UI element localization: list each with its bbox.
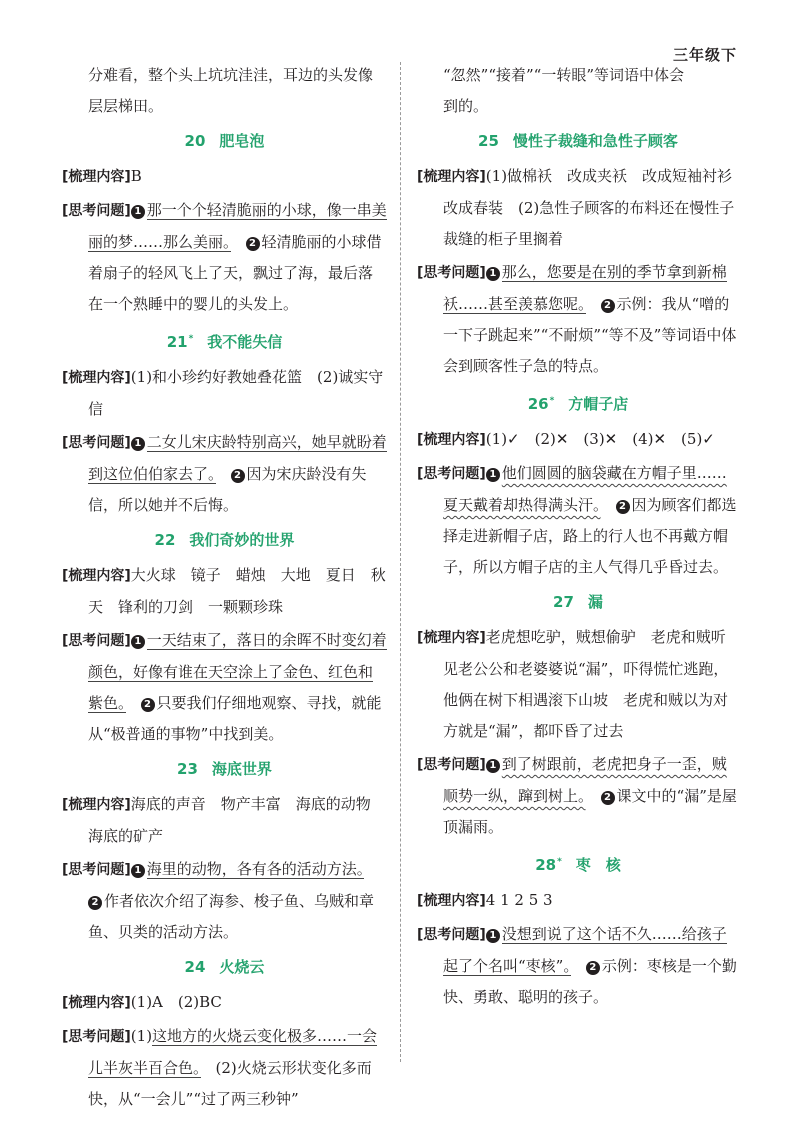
question-tag: [思考问题] (62, 862, 131, 878)
right-column (417, 60, 748, 1015)
intro-line: “忽然”“接着”“一转眼”等词语中体会 (443, 66, 685, 84)
number-1-icon: 1 (131, 437, 145, 451)
section-title-24 (62, 952, 387, 983)
star-mark: * (557, 857, 562, 867)
section-number: 23 (177, 760, 198, 778)
section-number: 22 (154, 531, 176, 549)
content-item (417, 424, 739, 456)
section-title-28 (417, 847, 739, 881)
question-item (62, 1021, 387, 1115)
section-number: 20 (184, 132, 206, 150)
content-tag: [梳理内容] (417, 169, 486, 185)
answer-text-2: 作者依次介绍了海参、梭子鱼、乌贼和章鱼、贝类的活动方法。 (88, 892, 375, 941)
question-tag: [思考问题] (417, 757, 486, 773)
content-item (62, 789, 387, 852)
left-column (62, 60, 387, 1117)
section-title-26 (417, 386, 739, 420)
section-number: 24 (184, 958, 206, 976)
answer-text-1: 他们圆圆的脑袋藏在方帽子里……夏天戴着却热得满头汗。 (443, 464, 727, 514)
content-tag: [梳理内容] (62, 370, 131, 386)
content-text: 大火球 镜子 蜡烛 大地 夏日 秋天 锋利的刀剑 一颗颗珍珠 (88, 566, 386, 616)
answer-text-1: 那么，您要是在别的季节拿到新棉袄……甚至羡慕您呢。 (443, 263, 727, 313)
section-name: 方帽子店 (568, 395, 629, 413)
content-text: (1)做棉袄 改成夹袄 改成短袖衬衫 改成春装 (2)急性子顾客的布料还在慢性子裁缝的柜子里搁着 (443, 167, 748, 248)
star-mark: * (549, 396, 555, 406)
number-1-icon: 1 (486, 759, 500, 773)
answer-text-1: 海里的动物，各有各的活动方法。 (146, 860, 365, 878)
question-item (417, 458, 739, 583)
content-item (62, 560, 387, 623)
content-item (62, 987, 387, 1019)
content-item (417, 161, 748, 255)
content-text: B (130, 167, 142, 185)
answer-text-1: 那一个个轻清脆丽的小球，像一串美丽的梦……那么美丽。 (88, 201, 387, 251)
section-title-23 (62, 754, 387, 785)
answer-text-1: 一天结束了，落日的余晖不时变幻着颜色，好像有谁在天空涂上了金色、红色和紫色。 (88, 631, 387, 712)
content-text: 4 1 2 5 3 (485, 891, 553, 909)
section-name: 慢性子裁缝和急性子顾客 (512, 132, 678, 150)
section-name: 肥皂泡 (219, 132, 265, 150)
intro-line: 分难看，整个头上坑坑洼洼，耳边的头发像 (88, 66, 374, 84)
section-title-20 (62, 126, 387, 157)
question-tag: [思考问题] (417, 466, 486, 482)
question-item (417, 749, 739, 843)
grade-label: 三年级下 (672, 46, 737, 64)
section-title-27 (417, 587, 739, 618)
section-title-21 (62, 324, 387, 358)
number-1-icon: 1 (486, 468, 500, 482)
number-2-icon: 2 (586, 961, 600, 975)
section-number: 27 (553, 593, 574, 611)
content-tag: [梳理内容] (417, 630, 486, 646)
number-1-icon: 1 (486, 929, 500, 943)
question-item (417, 919, 739, 1013)
number-1-icon: 1 (131, 864, 145, 878)
question-item (62, 195, 387, 320)
number-1-icon: 1 (486, 267, 500, 281)
question-tag: [思考问题] (62, 435, 131, 451)
content-text: 海底的声音 物产丰富 海底的动物 海底的矿产 (88, 795, 386, 845)
number-2-icon: 2 (616, 500, 630, 514)
answer-text-2: 示例：枣核是一个勤快、勇敢、聪明的孩子。 (443, 957, 737, 1006)
number-1-icon: 1 (131, 205, 145, 219)
content-item (62, 362, 387, 425)
content-tag: [梳理内容] (62, 995, 131, 1011)
content-item (417, 622, 739, 747)
number-1-icon: 1 (131, 635, 145, 649)
question-tag: [思考问题] (417, 265, 486, 281)
answer-text-1: 这地方的火烧云变化极多……一会儿半灰半百合色。 (88, 1027, 378, 1077)
section-number: 28* (535, 856, 562, 874)
answer-text-2: 示例：我从“噌的一下子跳起来”“不耐烦”“等不及”等词语中体会到顾客性子急的特点。 (443, 295, 737, 375)
section-number: 25 (478, 132, 499, 150)
content-tag: [梳理内容] (62, 169, 131, 185)
section-title-22 (62, 525, 387, 556)
answer-text-2: 课文中的“漏”是屋顶漏雨。 (443, 787, 737, 836)
section-name: 火烧云 (219, 958, 265, 976)
question-tag: [思考问题] (62, 203, 131, 219)
section-name: 海底世界 (211, 760, 272, 778)
section-number: 21* (166, 333, 194, 351)
content-item (417, 885, 739, 917)
number-2-icon: 2 (601, 299, 615, 313)
answer-text-2: 因为宋庆龄没有失信，所以她并不后悔。 (88, 465, 367, 514)
star-mark: * (188, 334, 194, 344)
answer-text-2: 因为顾客们都选择走进新帽子店，路上的行人也不再戴方帽子，所以方帽子店的主人气得几乎昏过去。 (443, 496, 737, 576)
content-text: 老虎想吃驴，贼想偷驴 老虎和贼听见老公公和老婆婆说“漏”，吓得慌忙逃跑，他俩在树下相遇滚下山坡 老虎和贼以为对方就是“漏”，都吓昏了过去 (443, 628, 729, 740)
number-2-icon: 2 (231, 469, 245, 483)
section-name: 我不能失信 (207, 333, 283, 351)
answer-text-2: 轻清脆丽的小球借着扇子的轻风飞上了天，飘过了海，最后落在一个熟睡中的婴儿的头发上。 (88, 233, 382, 313)
question-item (62, 427, 387, 521)
answer-text-1: 二女儿宋庆龄特别高兴，她早就盼着到这位伯伯家去了。 (88, 433, 387, 483)
answer-text-1: 到了树跟前，老虎把身子一歪，贼顺势一纵，蹿到树上。 (443, 755, 727, 805)
number-2-icon: 2 (88, 896, 102, 910)
answer-text-2: 只要我们仔细地观察、寻找，就能从“极普通的事物”中找到美。 (88, 694, 382, 743)
intro-line: 到的。 (443, 97, 489, 115)
number-2-icon: 2 (246, 237, 260, 251)
answer-text-1: 没想到说了这个话不久……给孩子起了个名叫“枣核”。 (443, 925, 727, 975)
content-text: (1)✓ (2)✕ (3)✕ (4)✕ (5)✓ (485, 430, 715, 448)
section-name: 枣 核 (575, 856, 621, 874)
answer-text-2: (2)火烧云形状变化多而快，从“一会儿”“过了两三秒钟” (88, 1059, 372, 1108)
content-text: (1)和小珍约好教她叠花篮 (2)诚实守信 (88, 368, 384, 418)
content-tag: [梳理内容] (62, 797, 131, 813)
section-title-25 (417, 126, 739, 157)
answer-prefix: (1) (130, 1027, 153, 1045)
content-tag: [梳理内容] (62, 568, 131, 584)
number-2-icon: 2 (141, 698, 155, 712)
section-name: 我们奇妙的世界 (189, 531, 295, 549)
question-item (62, 854, 387, 948)
question-tag: [思考问题] (417, 927, 486, 943)
section-name: 漏 (587, 593, 603, 611)
question-item (62, 625, 387, 750)
content-tag: [梳理内容] (417, 432, 486, 448)
question-item (417, 257, 739, 382)
content-tag: [梳理内容] (417, 893, 486, 909)
column-divider (400, 62, 401, 1062)
number-2-icon: 2 (601, 791, 615, 805)
question-tag: [思考问题] (62, 633, 131, 649)
content-text: (1)A (2)BC (130, 993, 222, 1011)
intro-line: 层层梯田。 (88, 97, 164, 115)
content-item (62, 161, 387, 193)
section-number: 26* (527, 395, 555, 413)
question-tag: [思考问题] (62, 1029, 131, 1045)
